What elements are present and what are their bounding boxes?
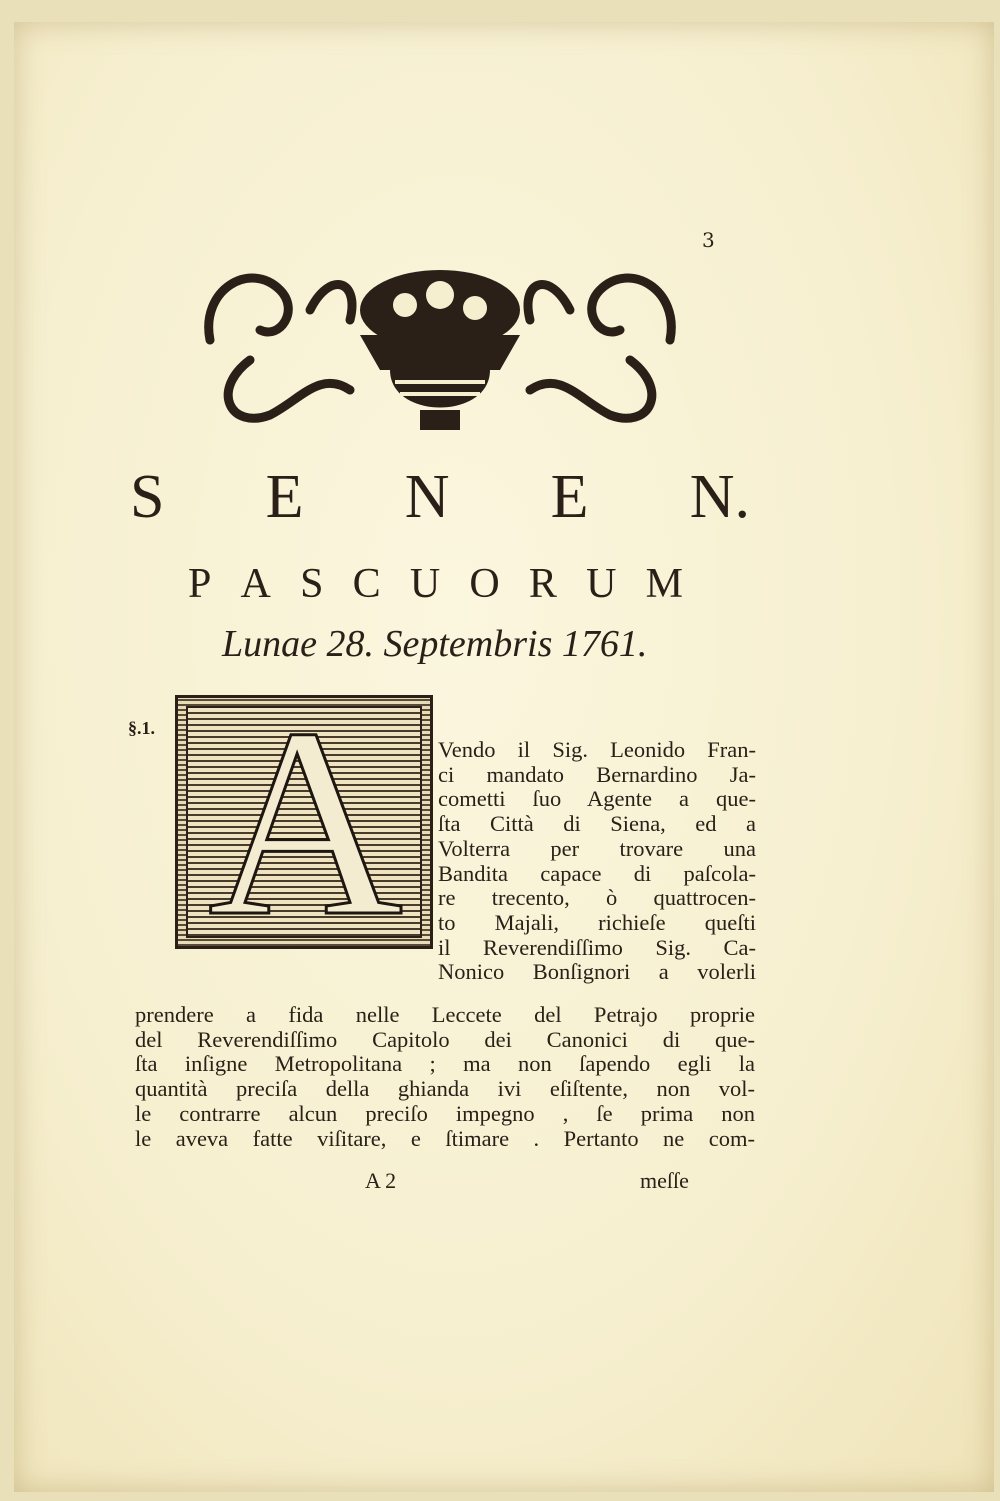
title-letter: N. bbox=[689, 463, 750, 531]
text-line: prendere a fida nelle Leccete del Petrajo proprie bbox=[135, 1002, 755, 1027]
text-line: cometti ſuo Agente a que- bbox=[438, 786, 756, 812]
text-line: del Reverendiſſimo Capitolo dei Canonici di que- bbox=[135, 1026, 755, 1052]
text-line: quantità preciſa della ghianda ivi eſiſtente, non vol- bbox=[135, 1076, 755, 1102]
text-line: il Reverendiſſimo Sig. Ca- bbox=[438, 934, 756, 960]
subtitle-pascuorum bbox=[188, 560, 683, 608]
section-mark: §.1. bbox=[128, 718, 155, 738]
initial-letter: A bbox=[208, 706, 403, 938]
text-line: Vendo il Sig. Leonido Fran- bbox=[438, 737, 756, 762]
title-letter: S bbox=[130, 463, 165, 531]
text-line: ci mandato Bernardino Ja- bbox=[438, 761, 756, 787]
text-line: re trecento, ò quattrocen- bbox=[438, 885, 756, 911]
text-line: Volterra per trovare una bbox=[438, 835, 756, 861]
text-line: ſta Città di Siena, ed a bbox=[438, 811, 756, 837]
subtitle-letter: O bbox=[469, 561, 500, 607]
subtitle-letter: A bbox=[240, 561, 271, 607]
subtitle-letter: U bbox=[586, 561, 617, 607]
text-line: ſta inſigne Metropolitana ; ma non ſapendo egli la bbox=[135, 1051, 755, 1077]
subtitle-letter: R bbox=[528, 561, 557, 607]
title-senen bbox=[130, 462, 750, 533]
fruit-basket-ornament bbox=[190, 250, 690, 450]
text-line: to Majali, richieſe queſti bbox=[438, 909, 756, 935]
date-line: Lunae 28. Septembris 1761. bbox=[222, 623, 648, 665]
subtitle-letter: M bbox=[645, 561, 683, 607]
subtitle-letter: P bbox=[188, 561, 212, 607]
text-line: le aveva fatte viſitare, e ſtimare . Pertanto ne com- bbox=[135, 1125, 755, 1151]
text-line: le contrarre alcun preciſo impegno , ſe prima non bbox=[135, 1100, 755, 1126]
catchword: meſſe bbox=[640, 1168, 689, 1193]
woodcut-background bbox=[186, 706, 422, 938]
subtitle-letter: S bbox=[300, 561, 324, 607]
title-letter: E bbox=[550, 463, 589, 531]
text-line: Bandita capace di paſcola- bbox=[438, 860, 756, 886]
subtitle-letter: U bbox=[409, 561, 441, 607]
decorated-initial-eagle bbox=[175, 695, 433, 949]
subtitle-letter: C bbox=[352, 561, 381, 607]
text-line: Nonico Bonſignori a volerli bbox=[438, 959, 756, 985]
page-number: 3 bbox=[702, 228, 715, 252]
title-letter: E bbox=[265, 463, 304, 531]
title-letter: N bbox=[404, 463, 450, 531]
signature-mark: A 2 bbox=[365, 1168, 397, 1193]
